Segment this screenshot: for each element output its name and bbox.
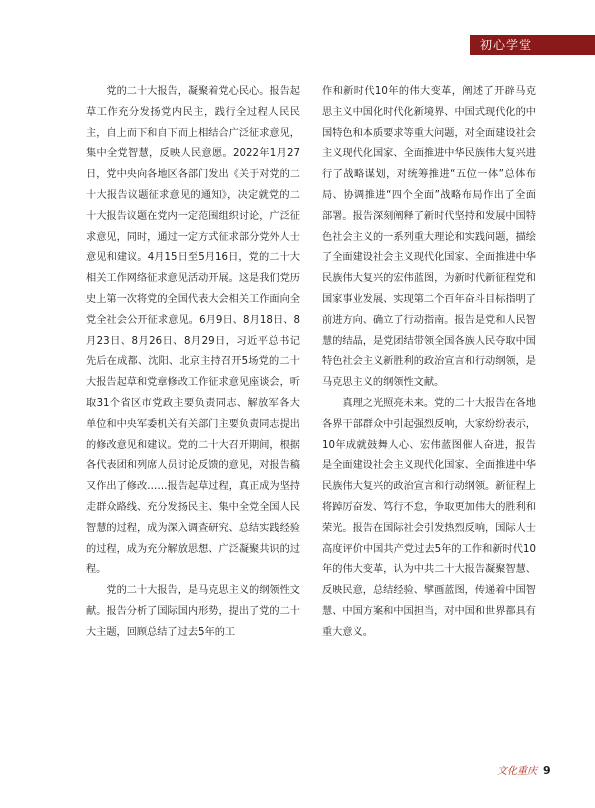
- page-number: 9: [543, 764, 551, 777]
- section-header-bar: [470, 35, 595, 55]
- paragraph: 真理之光照亮未来。党的二十大报告在各地各界干部群众中引起强烈反响，大家纷纷表示，10年成就鼓舞人心、宏伟蓝图催人奋进，报告是全面建设社会主义现代化国家、全面推进中华民族伟大复兴的政治宣言和行动纲领。新征程上将踔厉奋发、笃行不怠，争取更加伟大的胜利和荣光。报告在国际社会引发热烈反响，国际人士高度评价中国共产党过去5年的工作和新时代10年的伟大变革，认为中共二十大报告凝聚智慧、反映民意，总结经验、擘画蓝图，传递着中国智慧、中国方案和中国担当，对中国和世界都具有重大意义。: [322, 397, 536, 638]
- magazine-logo: 文化重庆: [497, 766, 537, 777]
- paragraph-continued: 作和新时代10年的伟大变革，阐述了开辟马克思主义中国化时代化新境界、中国式现代化的中国特色和本质要求等重大问题，对全面建设社会主义现代化国家、全面推进中华民族伟大复兴进行了战略谋划，对统筹推进“五位一体”总体布局、协调推进“四个全面”战略布局作出了全面部署。报告深刻阐释了新时代坚持和发展中国特色社会主义的一系列重大理论和实践问题，描绘了全面建设社会主义现代化国家、全面推进中华民族伟大复兴的宏伟蓝图，为新时代新征程党和国家事业发展、实现第二个百年奋斗目标指明了前进方向、确立了行动指南。报告是党和人民智慧的结晶，是党团结带领全国各族人民夺取中国特色社会主义新胜利的政治宣言和行动纲领，是马克思主义的纲领性文献。: [322, 86, 536, 389]
- right-text-column: [322, 82, 536, 644]
- paragraph: 党的二十大报告，凝聚着党心民心。报告起草工作充分发扬党内民主，践行全过程人民民主，自上而下和自下而上相结合广泛征求意见，集中全党智慧，反映人民意愿。2022年1月27日，党中央向各地区各部门发出《关于对党的二十大报告议题征求意见的通知》，决定就党的二十大报告议题在党内一定范围组织讨论，广泛征求意见，同时，通过一定方式征求部分党外人士意见和建议。4月15日至5月16日，党的二十大相关工作网络征求意见活动开展。这是我们党历史上第一次将党的全国代表大会相关工作面向全党全社会公开征求意见。6月9日、8月18日、8月23日、8月26日、8月29日，习近平总书记先后在成都、沈阳、北京主持召开5场党的二十大报告起草和党章修改工作征求意见座谈会，听取31个省区市党政主要负责同志、解放军各大单位和中央军委机关有关部门主要负责同志提出的修改意见和建议。党的二十大召开期间，根据各代表团和列席人员讨论反馈的意见，对报告稿又作出了修改……报告起草过程，真正成为坚持走群众路线、充分发扬民主、集中全党全国人民智慧的过程，成为深入调查研究、总结实践经验的过程，成为充分解放思想、广泛凝聚共识的过程。: [86, 86, 300, 576]
- left-text-column: [86, 82, 300, 644]
- paragraph: 党的二十大报告，是马克思主义的纲领性文献。报告分析了国际国内形势，提出了党的二十大主题，回顾总结了过去5年的工: [86, 585, 300, 638]
- section-label: 初心学堂: [480, 38, 533, 52]
